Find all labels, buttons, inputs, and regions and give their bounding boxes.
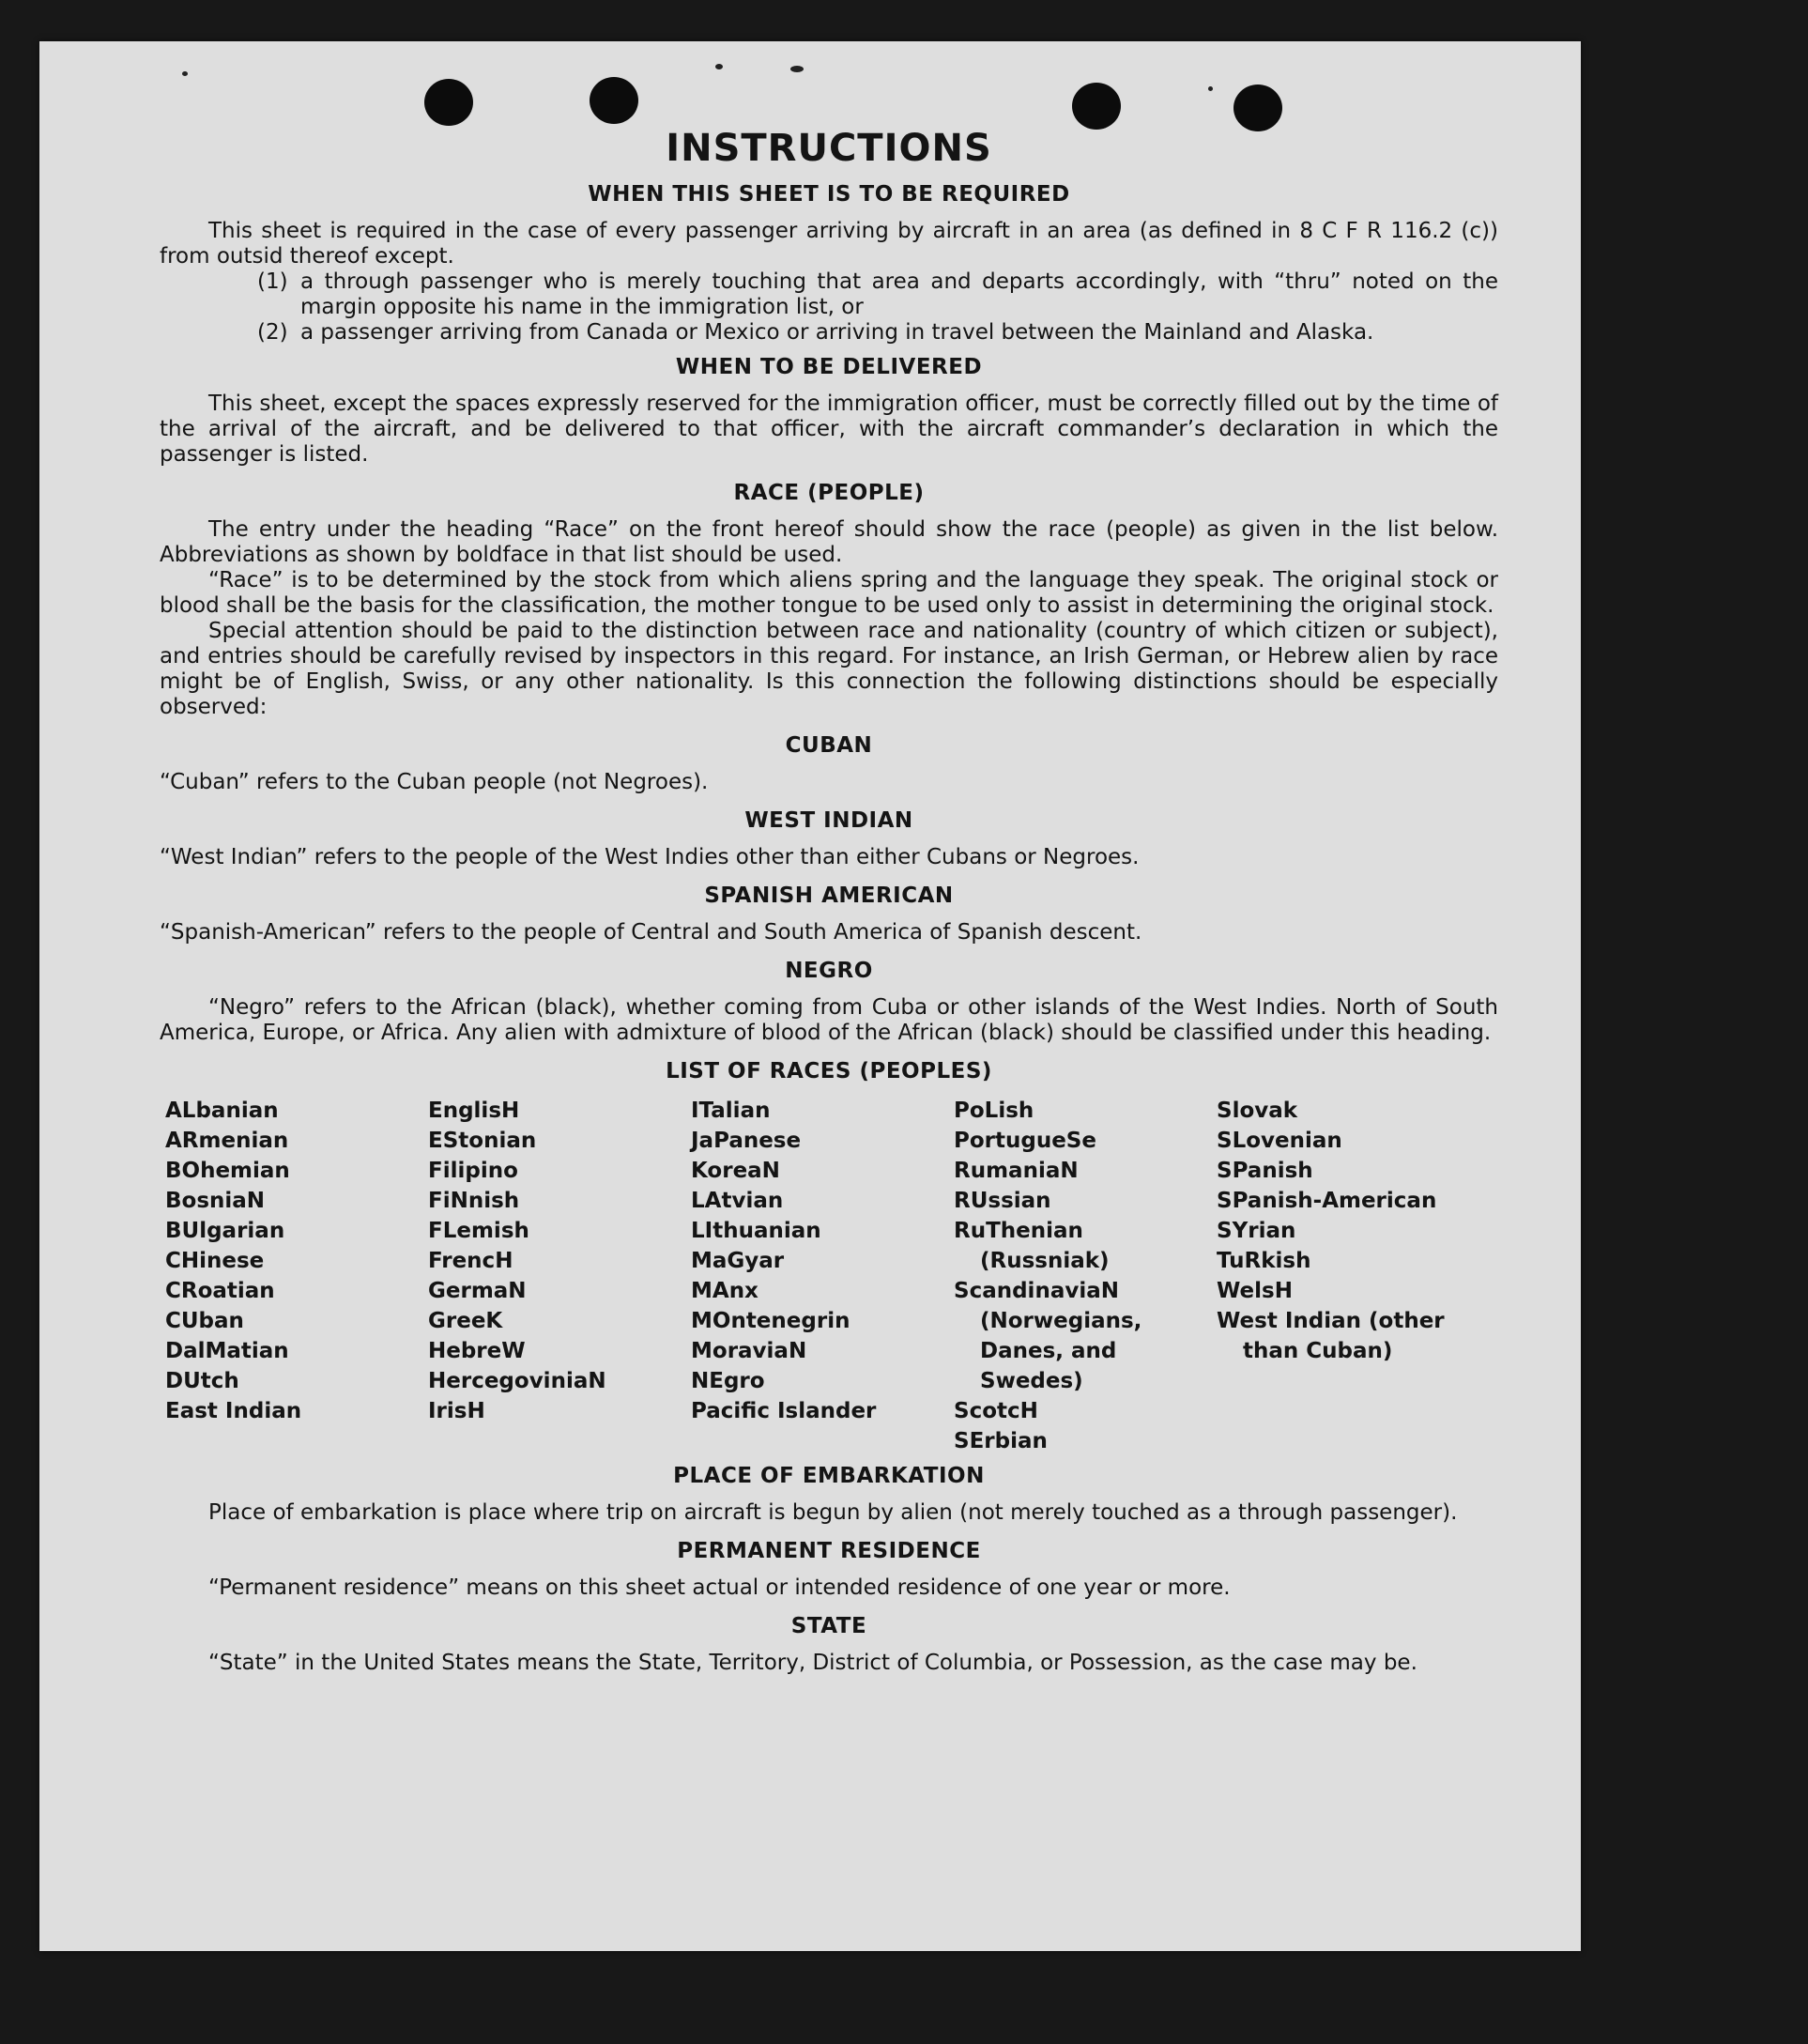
exception-text: a passenger arriving from Canada or Mexico or arriving in travel between the Mainland and Alaska. <box>300 320 1374 345</box>
heading-west-indian: WEST INDIAN <box>744 808 913 833</box>
heading-list-of-races: LIST OF RACES (PEOPLES) <box>666 1059 992 1083</box>
races-column <box>954 1096 1217 1456</box>
race-item: NEgro <box>691 1369 765 1393</box>
race-item: CRoatian <box>165 1279 275 1303</box>
race-item: ALbanian <box>165 1099 279 1123</box>
speck <box>790 66 804 72</box>
race-item: SYrian <box>1217 1219 1296 1243</box>
race-item: JaPanese <box>691 1129 802 1153</box>
heading-cuban: CUBAN <box>785 733 873 758</box>
paragraph-state: “State” in the United States means the State, Territory, District of Columbia, or Possession, as the case may be. <box>208 1651 1417 1675</box>
race-item: Pacific Islander <box>691 1399 877 1423</box>
race-item: RuThenian (Russniak) <box>954 1219 1110 1273</box>
race-item: WelsH <box>1217 1279 1293 1303</box>
race-item: PortugueSe <box>954 1129 1096 1153</box>
heading-when-required: WHEN THIS SHEET IS TO BE REQUIRED <box>588 182 1070 207</box>
punch-hole <box>424 79 473 126</box>
races-column <box>428 1096 691 1456</box>
page-title: INSTRUCTIONS <box>666 127 992 170</box>
heading-spanish-american: SPANISH AMERICAN <box>704 884 954 908</box>
race-item: GreeK <box>428 1309 503 1333</box>
punch-hole <box>1233 85 1282 131</box>
race-item: MOntenegrin <box>691 1309 850 1333</box>
race-item: FrencH <box>428 1249 513 1273</box>
race-item: SErbian <box>954 1429 1048 1453</box>
race-item: MoraviaN <box>691 1339 807 1363</box>
race-item: ARmenian <box>165 1129 289 1153</box>
heading-embarkation: PLACE OF EMBARKATION <box>673 1464 985 1488</box>
race-item: HebreW <box>428 1339 526 1363</box>
paragraph-permanent-residence: “Permanent residence” means on this sheet actual or intended residence of one year or more. <box>208 1575 1231 1600</box>
punch-hole <box>1072 83 1121 130</box>
heading-race: RACE (PEOPLE) <box>733 481 925 505</box>
instructions-content <box>160 128 1498 1676</box>
speck <box>1208 86 1213 91</box>
paragraph-race-1: The entry under the heading “Race” on the front hereof should show the race (people) as given in the list below. Abbreviations as shown by boldface in that list should be used. <box>160 517 1498 567</box>
race-item: RUssian <box>954 1189 1051 1213</box>
race-item: BOhemian <box>165 1159 290 1183</box>
race-item: BUlgarian <box>165 1219 285 1243</box>
punch-hole <box>590 77 638 124</box>
race-item: SPanish-American <box>1217 1189 1437 1213</box>
paragraph-negro: “Negro” refers to the African (black), whether coming from Cuba or other islands of the West Indies. North of South America, Europe, or Africa. Any alien with admixture of blood of the African (black) should be classified under this heading. <box>160 995 1498 1045</box>
race-item: East Indian <box>165 1399 302 1423</box>
paragraph-when-required: This sheet is required in the case of every passenger arriving by aircraft in an area (as defined in 8 C F R 116.2 (c)) from outsid thereof except. <box>160 219 1498 269</box>
race-item: MaGyar <box>691 1249 785 1273</box>
race-item: CUban <box>165 1309 244 1333</box>
race-item: FLemish <box>428 1219 529 1243</box>
race-item: West Indian (other than Cuban) <box>1217 1309 1445 1363</box>
race-item: ScandinaviaN (Norwegians, Danes, and Swedes) <box>954 1279 1142 1393</box>
race-item: CHinese <box>165 1249 265 1273</box>
races-column <box>165 1096 428 1456</box>
heading-permanent-residence: PERMANENT RESIDENCE <box>677 1539 981 1563</box>
race-item: KoreaN <box>691 1159 780 1183</box>
race-item: BosniaN <box>165 1189 266 1213</box>
exception-number: (1) <box>257 269 288 294</box>
paragraph-race-2: “Race” is to be determined by the stock from which aliens spring and the language they speak. The original stock or blood shall be the basis for the classification, the mother tongue to be used only to assist in determining the original stock. <box>160 568 1498 618</box>
race-item: DUtch <box>165 1369 239 1393</box>
race-item: PoLish <box>954 1099 1034 1123</box>
exception-number: (2) <box>257 320 288 345</box>
exception-text: a through passenger who is merely touching that area and departs accordingly, with “thru” noted on the margin opposite his name in the immigration list, or <box>300 269 1498 319</box>
races-column <box>1217 1096 1479 1456</box>
race-item: TuRkish <box>1217 1249 1311 1273</box>
race-item: EStonian <box>428 1129 537 1153</box>
race-item: SPanish <box>1217 1159 1313 1183</box>
race-item: LIthuanian <box>691 1219 821 1243</box>
race-item: EnglisH <box>428 1099 520 1123</box>
races-column <box>691 1096 954 1456</box>
exception-item-2 <box>257 320 1498 346</box>
paragraph-west-indian: “West Indian” refers to the people of the West Indies other than either Cubans or Negroes. <box>160 845 1140 869</box>
document-page <box>39 41 1581 1951</box>
race-item: MAnx <box>691 1279 758 1303</box>
paragraph-cuban: “Cuban” refers to the Cuban people (not Negroes). <box>160 770 709 794</box>
race-item: DalMatian <box>165 1339 289 1363</box>
race-item: FiNnish <box>428 1189 520 1213</box>
exception-item-1 <box>257 269 1498 320</box>
paragraph-race-3: Special attention should be paid to the distinction between race and nationality (country of which citizen or subject), and entries should be carefully revised by inspectors in this regard. For instance, an Irish German, or Hebrew alien by race might be of English, Swiss, or any other nationality. Is this connection the following distinctions should be especially observed: <box>160 619 1498 719</box>
heading-negro: NEGRO <box>785 959 873 983</box>
race-item: Filipino <box>428 1159 518 1183</box>
race-item: SLovenian <box>1217 1129 1342 1153</box>
race-item: HercegoviniaN <box>428 1369 606 1393</box>
race-item: Slovak <box>1217 1099 1298 1123</box>
heading-when-delivered: WHEN TO BE DELIVERED <box>675 355 983 379</box>
paragraph-spanish-american: “Spanish-American” refers to the people of Central and South America of Spanish descent. <box>160 920 1142 945</box>
race-item: RumaniaN <box>954 1159 1079 1183</box>
race-item: ITalian <box>691 1099 771 1123</box>
race-item: IrisH <box>428 1399 485 1423</box>
race-item: LAtvian <box>691 1189 784 1213</box>
races-list <box>165 1096 1498 1456</box>
race-item: ScotcH <box>954 1399 1038 1423</box>
paragraph-embarkation: Place of embarkation is place where trip on aircraft is begun by alien (not merely touched as a through passenger). <box>208 1500 1458 1525</box>
heading-state: STATE <box>790 1614 867 1638</box>
speck <box>182 71 188 76</box>
race-item: GermaN <box>428 1279 527 1303</box>
paragraph-when-delivered: This sheet, except the spaces expressly reserved for the immigration officer, must be correctly filled out by the time of the arrival of the aircraft, and be delivered to that officer, with the aircraft commander’s declaration in which the passenger is listed. <box>160 392 1498 467</box>
speck <box>715 64 723 69</box>
